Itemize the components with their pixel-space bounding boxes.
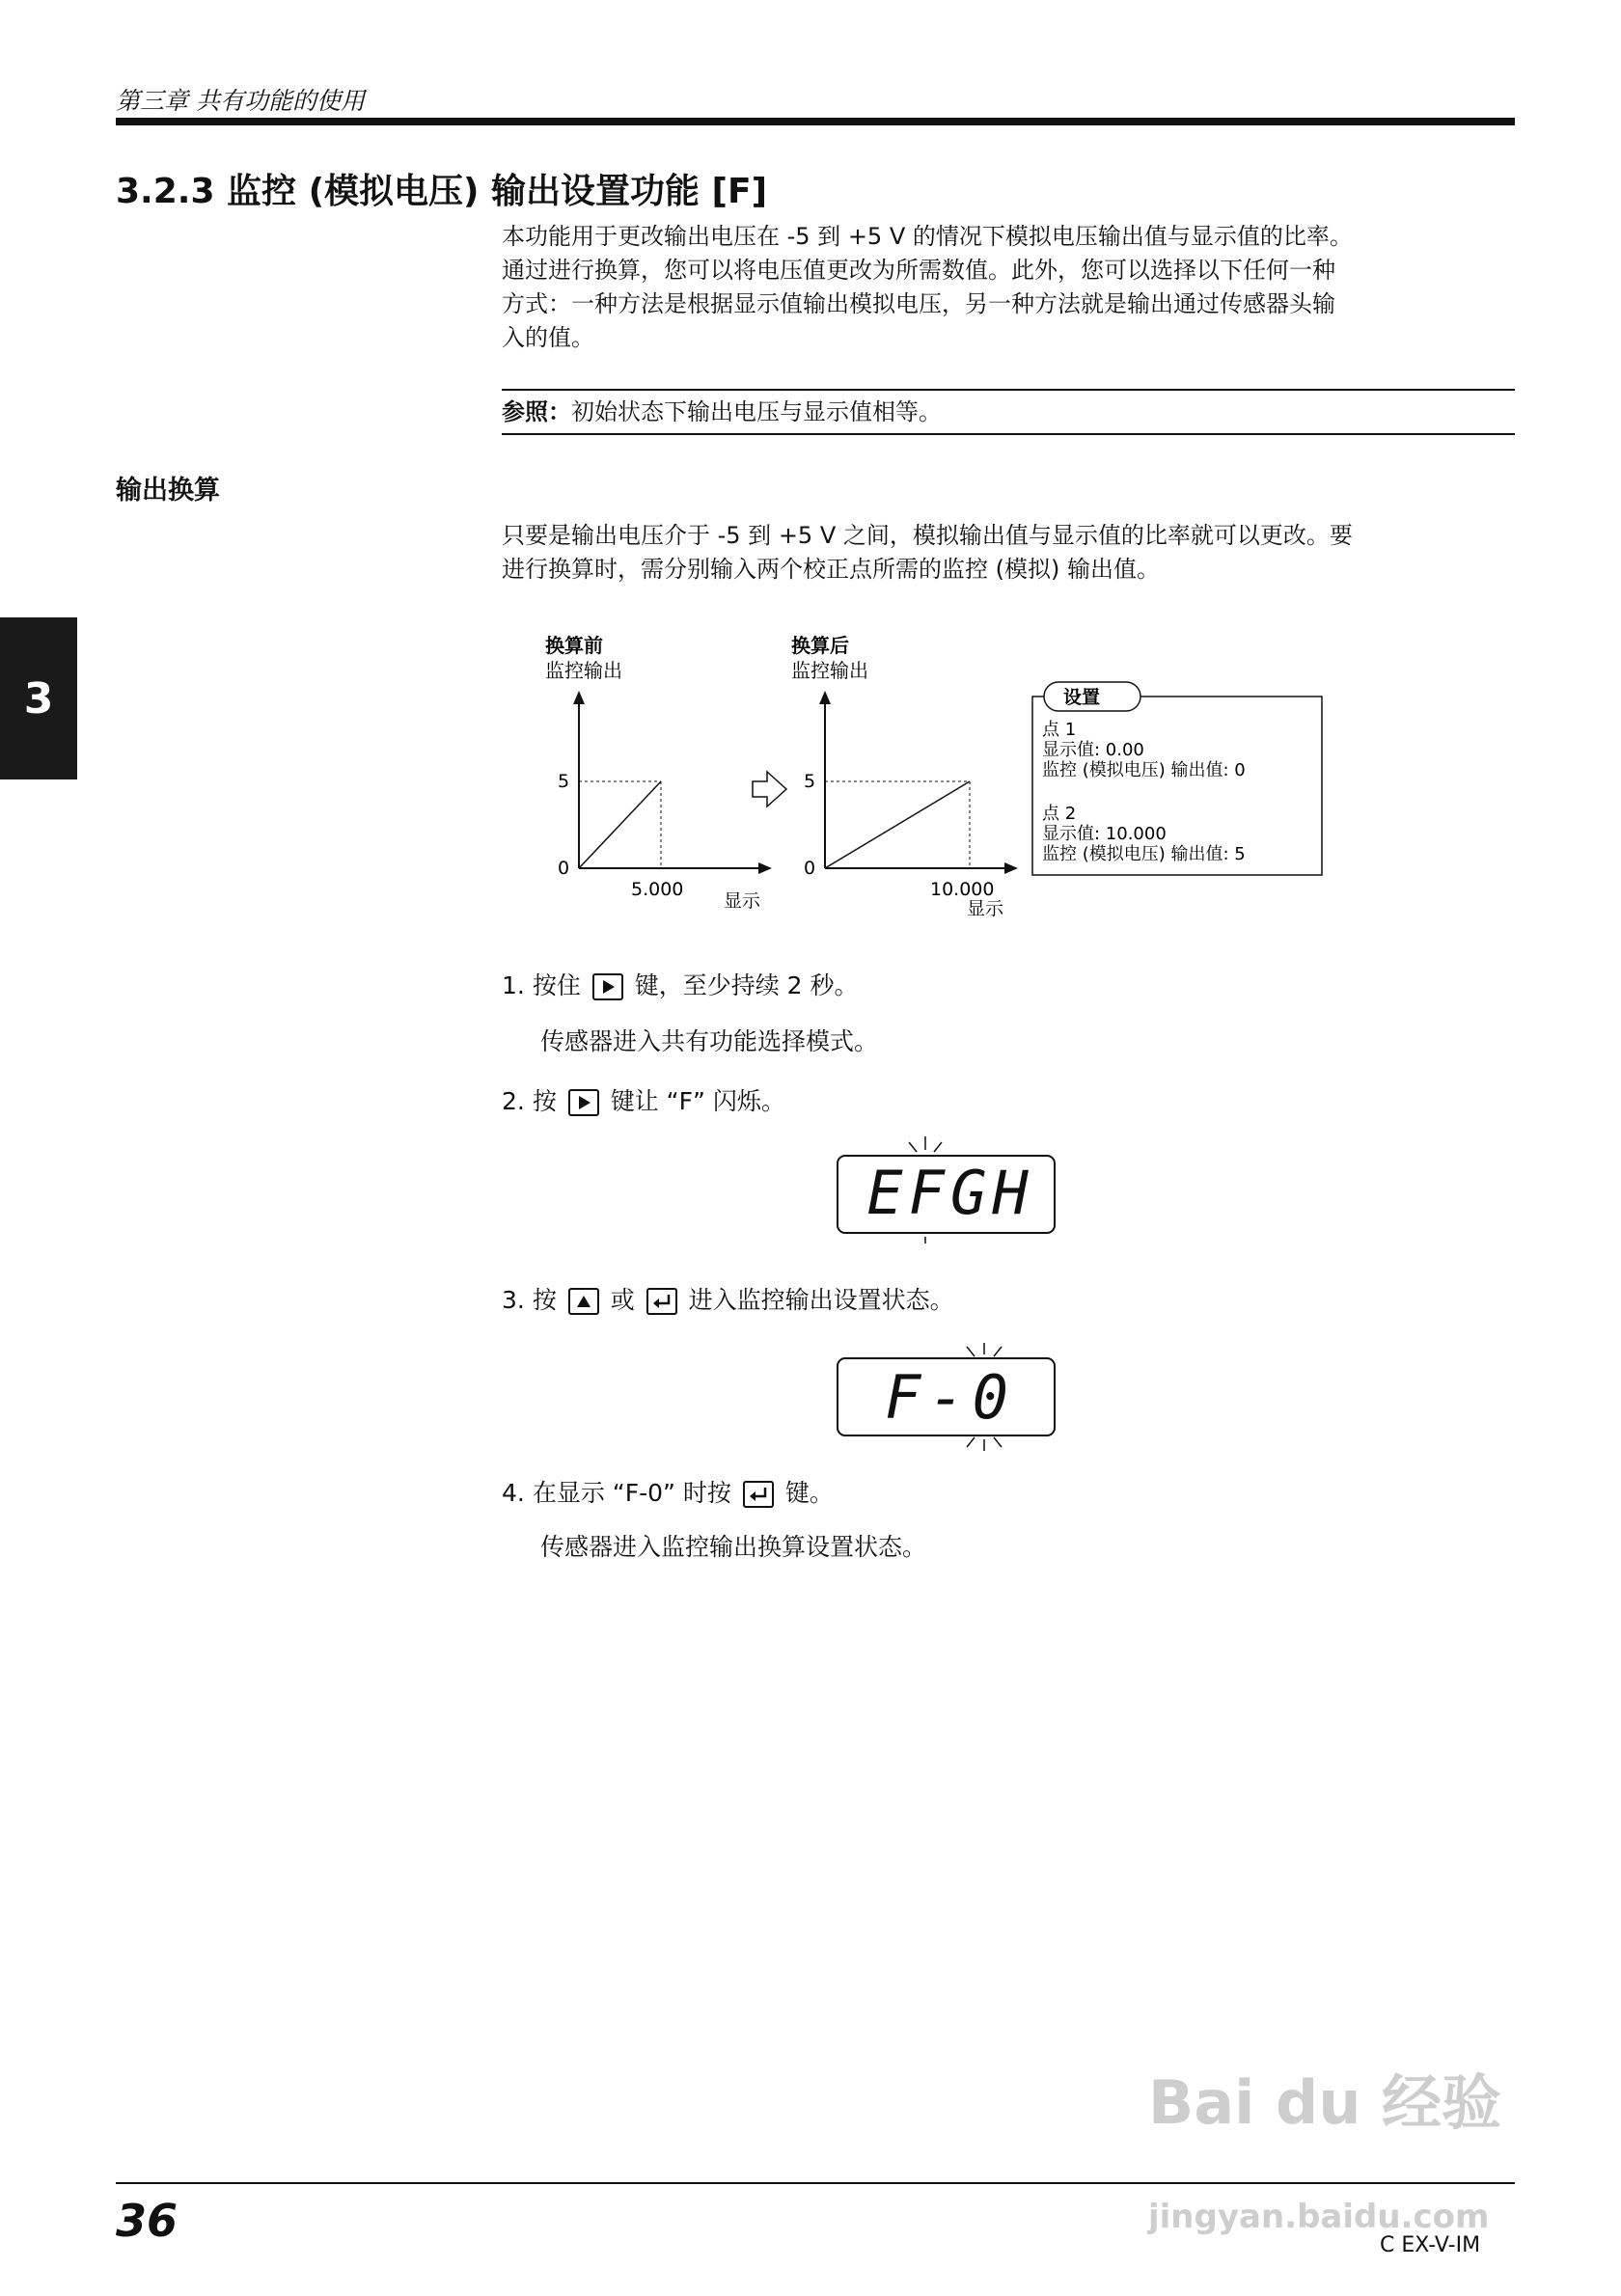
- before-ylabel: 监控输出: [545, 659, 622, 682]
- before-y0-tick: 0: [558, 858, 570, 879]
- after-y-arrow: [819, 691, 831, 704]
- transition-arrow-icon: [753, 772, 786, 806]
- step-number: 2.: [502, 1087, 525, 1115]
- step-text: 按: [532, 1087, 557, 1115]
- settings-p2-label: 点 2: [1042, 804, 1077, 824]
- before-title: 换算前: [545, 634, 603, 657]
- settings-p2-output: 监控 (模拟电压) 输出值: 5: [1042, 844, 1246, 864]
- header-rule: [116, 118, 1515, 125]
- intro-line: 入的值。: [502, 324, 594, 351]
- after-y0-tick: 0: [804, 858, 816, 879]
- right-key-icon: [592, 973, 623, 1000]
- note-label: 参照：: [502, 398, 571, 425]
- settings-title: 设置: [1063, 687, 1101, 708]
- step-4: [502, 1476, 834, 1511]
- after-y5-tick: 5: [804, 771, 816, 792]
- intro-line: 通过进行换算，您可以将电压值更改为所需数值。此外，您可以选择以下任何一种: [502, 257, 1335, 284]
- after-title: 换算后: [791, 634, 849, 657]
- settings-p1-output: 监控 (模拟电压) 输出值: 0: [1042, 760, 1246, 780]
- step-text: 或: [610, 1286, 635, 1314]
- reference-note: [502, 389, 1515, 435]
- baidu-watermark-logo: Bai du 经验: [1148, 2067, 1502, 2138]
- step-number: 1.: [502, 971, 525, 999]
- lcd-text: EFGH: [866, 1158, 1034, 1228]
- after-x-tick: 10.000: [930, 879, 995, 900]
- conversion-line: 只要是输出电压介于 -5 到 +5 V 之间，模拟输出值与显示值的比率就可以更改。要: [502, 522, 1353, 549]
- before-line: [579, 781, 661, 868]
- before-x-tick: 5.000: [631, 879, 684, 900]
- before-xlabel: 显示: [724, 890, 761, 912]
- step-3: [502, 1283, 954, 1318]
- step-number: 3.: [502, 1286, 525, 1314]
- intro-paragraph: [502, 220, 1515, 355]
- after-xlabel: 显示: [967, 898, 1004, 919]
- after-x-arrow: [1004, 862, 1018, 874]
- document-id: C EX-V-IM: [1380, 2233, 1481, 2257]
- step-text: 键。: [784, 1479, 834, 1507]
- step-number: 4.: [502, 1479, 525, 1507]
- lcd-display-f0: [830, 1341, 1071, 1457]
- step-1-result: 传感器进入共有功能选择模式。: [540, 1027, 879, 1055]
- chapter-header: 第三章 共有功能的使用: [116, 87, 365, 115]
- step-text: 键让 “F” 闪烁。: [610, 1087, 785, 1115]
- after-line: [825, 781, 970, 868]
- page-number: 36: [116, 2195, 179, 2247]
- step-text: 进入监控输出设置状态。: [688, 1286, 954, 1314]
- step-text: 键，至少持续 2 秒。: [634, 971, 859, 999]
- step-2: [502, 1084, 785, 1119]
- intro-line: 本功能用于更改输出电压在 -5 到 +5 V 的情况下模拟电压输出值与显示值的比率。: [502, 223, 1353, 250]
- conversion-paragraph: [502, 519, 1515, 587]
- section-title: 3.2.3 监控 (模拟电压) 输出设置功能 [F]: [116, 172, 768, 211]
- settings-p1-display: 显示值: 0.00: [1042, 740, 1144, 760]
- before-y5-tick: 5: [558, 771, 570, 792]
- enter-key-icon: [743, 1481, 774, 1508]
- step-1: [502, 969, 859, 1003]
- up-key-icon: [568, 1288, 599, 1315]
- conversion-diagram: [502, 627, 1370, 926]
- step-4-result: 传感器进入监控输出换算设置状态。: [540, 1533, 927, 1561]
- baidu-watermark-url: jingyan.baidu.com: [1148, 2198, 1490, 2236]
- step-text: 按住: [532, 971, 581, 999]
- footer-rule: [116, 2182, 1515, 2184]
- step-text: 按: [532, 1286, 557, 1314]
- settings-p2-display: 显示值: 10.000: [1042, 824, 1167, 844]
- enter-key-icon: [646, 1288, 677, 1315]
- intro-line: 方式：一种方法是根据显示值输出模拟电压，另一种方法就是输出通过传感器头输: [502, 290, 1335, 317]
- conversion-line: 进行换算时，需分别输入两个校正点所需的监控 (模拟) 输出值。: [502, 556, 1160, 583]
- lcd-text: F-0: [885, 1362, 1016, 1433]
- chapter-side-tab: 3: [0, 617, 77, 779]
- before-y-arrow: [573, 691, 585, 704]
- before-x-arrow: [758, 862, 772, 874]
- right-key-icon: [568, 1089, 599, 1116]
- settings-p1-label: 点 1: [1042, 720, 1077, 740]
- subsection-title: 输出换算: [116, 476, 220, 506]
- note-text: 初始状态下输出电压与显示值相等。: [571, 398, 942, 425]
- step-text: 在显示 “F-0” 时按: [532, 1479, 731, 1507]
- lcd-display-efgh: [830, 1129, 1071, 1244]
- after-ylabel: 监控输出: [791, 659, 868, 682]
